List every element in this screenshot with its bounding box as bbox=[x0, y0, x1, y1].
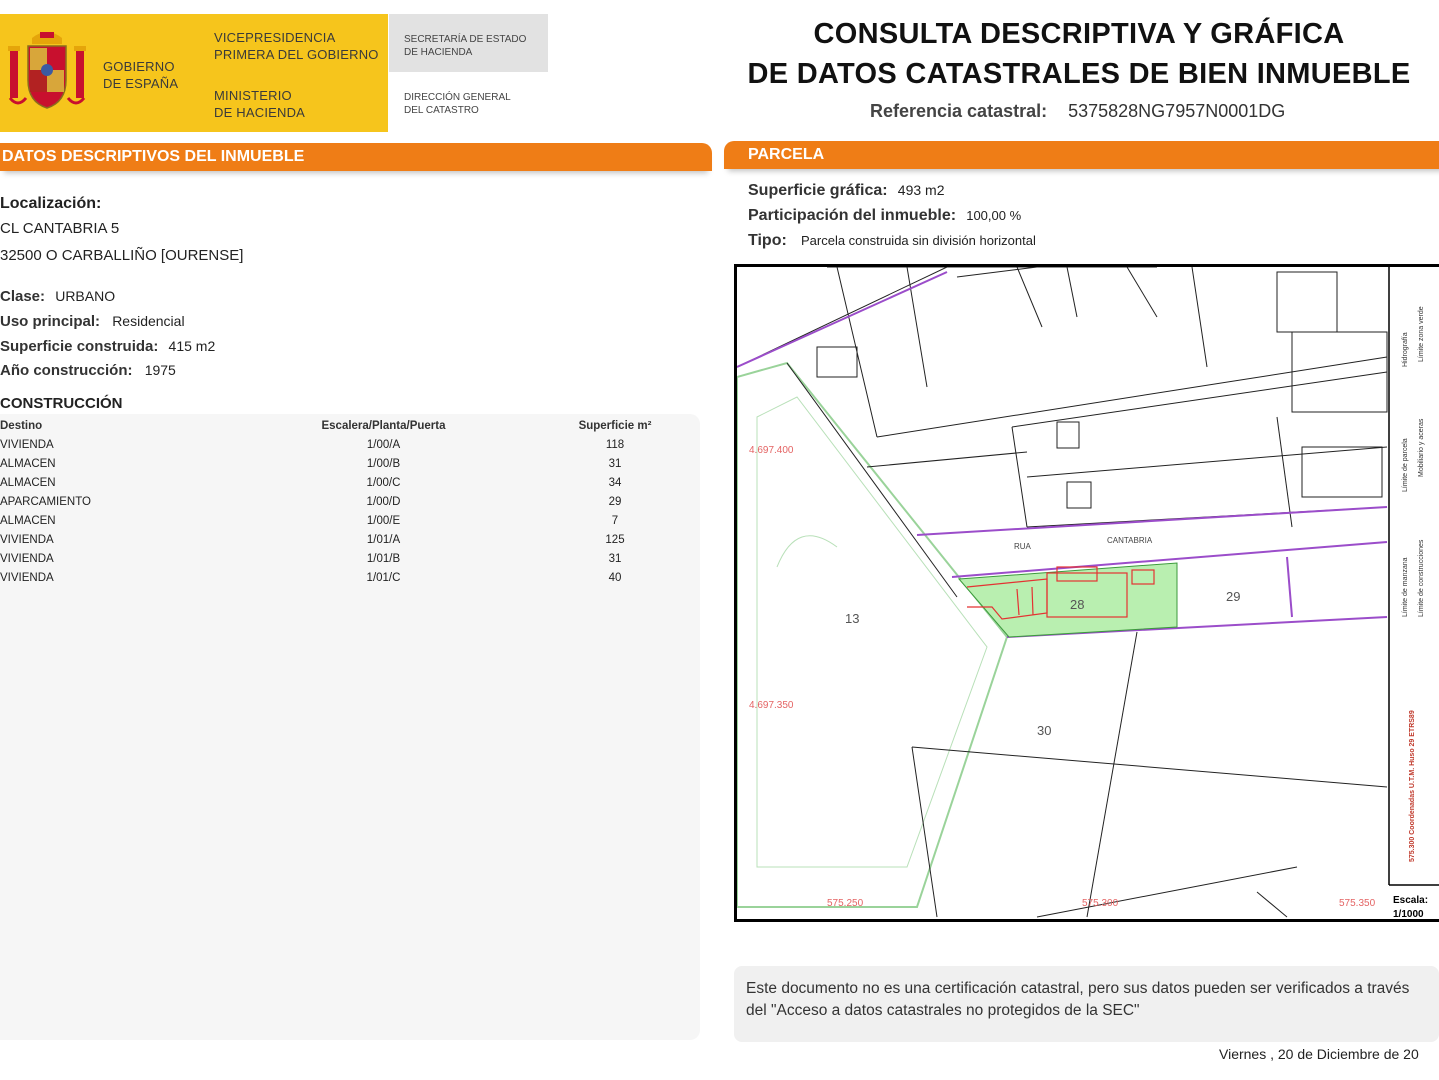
gobierno-label: GOBIERNO DE ESPAÑA bbox=[103, 59, 179, 91]
anio-value: 1975 bbox=[144, 362, 176, 378]
disclaimer-text: Este documento no es una certificación catastral, pero sus datos pueden ser verificados a través del "Acceso a datos catastrales no protegidos de la SEC" bbox=[746, 980, 1410, 1019]
sup-grafica-row bbox=[748, 182, 944, 200]
cell-escalera: 1/00/E bbox=[366, 515, 401, 527]
header-escalera: Escalera/Planta/Puerta bbox=[321, 420, 446, 432]
cell-destino: ALMACEN bbox=[0, 515, 56, 527]
coord-y2-label: 4.697.350 bbox=[749, 700, 794, 711]
legend-parcela: Límite de parcela bbox=[1402, 438, 1409, 492]
cell-escalera: 1/01/A bbox=[366, 534, 401, 546]
tipo-label: Tipo: bbox=[748, 232, 787, 249]
cell-escalera: 1/00/C bbox=[366, 477, 401, 489]
table-row bbox=[0, 553, 700, 572]
coord-x1-label: 575.250 bbox=[827, 898, 864, 909]
referencia-catastral bbox=[870, 101, 1285, 122]
cell-superficie: 31 bbox=[608, 458, 622, 470]
legend-construcciones: Límite de construcciones bbox=[1418, 539, 1425, 617]
cell-superficie: 29 bbox=[608, 496, 622, 508]
header-superficie: Superficie m² bbox=[578, 420, 652, 432]
uso-value: Residencial bbox=[112, 313, 185, 329]
cell-destino: VIVIENDA bbox=[0, 534, 54, 546]
construccion-title: CONSTRUCCIÓN bbox=[0, 395, 123, 412]
table-header bbox=[0, 420, 700, 439]
table-row bbox=[0, 515, 700, 534]
page-title-line1: CONSULTA DESCRIPTIVA Y GRÁFICA bbox=[813, 18, 1345, 50]
coord-x2-label: 575.300 bbox=[1082, 898, 1119, 909]
document-date: Viernes , 20 de Diciembre de 20 bbox=[1219, 1046, 1419, 1062]
street-rua-label: RUA bbox=[1014, 542, 1031, 551]
table-row bbox=[0, 477, 700, 496]
parcel-13-label: 13 bbox=[845, 611, 860, 626]
ref-label: Referencia catastral: bbox=[870, 101, 1048, 121]
legend-mobiliario: Mobiliario y aceras bbox=[1418, 418, 1425, 477]
anio-row bbox=[0, 362, 176, 379]
construccion-table bbox=[0, 420, 700, 591]
cell-destino: VIVIENDA bbox=[0, 572, 54, 584]
cell-superficie: 34 bbox=[608, 477, 622, 489]
table-row bbox=[0, 572, 700, 591]
localizacion-label: Localización: bbox=[0, 195, 102, 212]
section-parcela: PARCELA bbox=[724, 141, 1439, 169]
table-row bbox=[0, 496, 700, 515]
legend-hidrografia: Hidrografía bbox=[1402, 332, 1409, 367]
map-legend bbox=[1402, 306, 1425, 862]
table-body bbox=[0, 439, 700, 591]
vicepresidencia-label: VICEPRESIDENCIA PRIMERA DEL GOBIERNO bbox=[214, 30, 379, 62]
sup-grafica-value: 493 m2 bbox=[897, 182, 945, 198]
legend-zona-verde: Límite zona verde bbox=[1418, 306, 1425, 362]
cell-destino: APARCAMIENTO bbox=[0, 496, 91, 508]
coat-of-arms-icon bbox=[6, 28, 88, 114]
uso-label: Uso principal: bbox=[0, 313, 101, 330]
tipo-row bbox=[748, 232, 1036, 250]
parcel-28-label: 28 bbox=[1070, 597, 1085, 612]
participacion-value: 100,00 % bbox=[966, 208, 1022, 223]
address-line1: CL CANTABRIA 5 bbox=[0, 220, 120, 237]
coord-y1-label: 4.697.400 bbox=[749, 445, 794, 456]
parcel-30-label: 30 bbox=[1037, 723, 1052, 738]
sup-grafica-label: Superficie gráfica: bbox=[748, 182, 888, 199]
clase-value: URBANO bbox=[55, 288, 116, 304]
clase-label: Clase: bbox=[0, 288, 46, 305]
cell-escalera: 1/01/C bbox=[366, 572, 401, 584]
table-row bbox=[0, 534, 700, 553]
cell-destino: VIVIENDA bbox=[0, 553, 54, 565]
cell-superficie: 7 bbox=[611, 515, 619, 527]
anio-label: Año construcción: bbox=[0, 362, 133, 379]
page-title-line2: DE DATOS CATASTRALES DE BIEN INMUEBLE bbox=[747, 58, 1411, 90]
parcel-29-label: 29 bbox=[1226, 589, 1241, 604]
cell-escalera: 1/00/D bbox=[366, 496, 401, 508]
table-row bbox=[0, 439, 700, 458]
map-drawing bbox=[737, 267, 1439, 919]
uso-row bbox=[0, 313, 185, 330]
cell-superficie: 118 bbox=[605, 439, 625, 451]
cell-destino: ALMACEN bbox=[0, 477, 56, 489]
cell-escalera: 1/00/A bbox=[366, 439, 401, 451]
cell-destino: ALMACEN bbox=[0, 458, 56, 470]
cell-destino: VIVIENDA bbox=[0, 439, 54, 451]
section-datos-descriptivos: DATOS DESCRIPTIVOS DEL INMUEBLE bbox=[0, 143, 712, 171]
superficie-row bbox=[0, 338, 215, 355]
ref-value: 5375828NG7957N0001DG bbox=[1068, 101, 1286, 121]
participacion-row bbox=[748, 207, 1021, 225]
cell-superficie: 40 bbox=[608, 572, 622, 584]
cell-superficie: 125 bbox=[605, 534, 625, 546]
cadastral-map[interactable] bbox=[734, 264, 1439, 922]
coord-x3-label: 575.350 bbox=[1339, 898, 1376, 909]
participacion-label: Participación del inmueble: bbox=[748, 207, 957, 224]
ministerio-label: MINISTERIO DE HACIENDA bbox=[214, 88, 306, 120]
address-line2: 32500 O CARBALLIÑO [OURENSE] bbox=[0, 247, 244, 264]
tipo-value: Parcela construida sin división horizontal bbox=[800, 233, 1036, 248]
legend-manzana: Límite de manzana bbox=[1402, 557, 1409, 617]
utm-note: 575.300 Coordenadas U.T.M. Huso 29 ETRS89 bbox=[1409, 710, 1416, 862]
secretaria-label: SECRETARÍA DE ESTADO DE HACIENDA bbox=[404, 34, 527, 58]
escala-label: Escala: bbox=[1393, 895, 1429, 906]
clase-row bbox=[0, 288, 115, 305]
cell-superficie: 31 bbox=[608, 553, 622, 565]
direccion-label: DIRECCIÓN GENERAL DEL CATASTRO bbox=[404, 92, 511, 116]
street-name-label: CANTABRIA bbox=[1107, 536, 1153, 545]
escala-value: 1/1000 bbox=[1393, 909, 1424, 919]
superficie-label: Superficie construida: bbox=[0, 338, 159, 355]
header-destino: Destino bbox=[0, 420, 43, 432]
cell-escalera: 1/00/B bbox=[366, 458, 401, 470]
cell-escalera: 1/01/B bbox=[366, 553, 401, 565]
superficie-value: 415 m2 bbox=[168, 338, 216, 354]
table-row bbox=[0, 458, 700, 477]
